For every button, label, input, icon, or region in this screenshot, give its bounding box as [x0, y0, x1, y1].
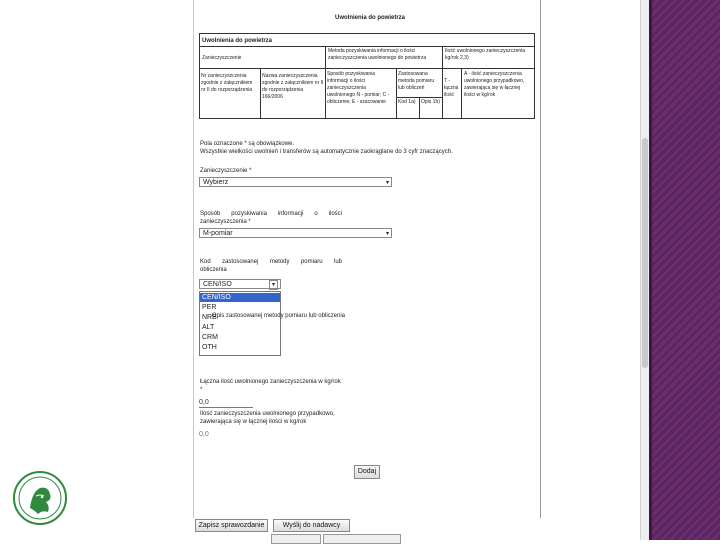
accidental-label-line-2: zawierająca się w łącznej ilości w kg/rok	[200, 419, 307, 425]
dropdown-option[interactable]: NRB	[202, 314, 217, 321]
table-line	[199, 46, 534, 47]
chevron-down-icon: ▾	[269, 280, 278, 290]
table-line	[260, 68, 261, 118]
th-method: Metoda pozyskiwania informacji o ilości zanieczyszczenia uwolnionego do powietrza	[328, 48, 427, 61]
th-accidental-a: A - ilość zanieczyszczenia uwolnionego przypadkowo, zawierająca się w łącznej ilości w kg/rok	[464, 71, 525, 98]
table-section-heading: Uwolnienia do powietrza	[202, 38, 273, 44]
total-input[interactable]	[199, 398, 253, 408]
th-acquisition-method: Sposób pozyskiwania informacji o ilości zanieczyszczenia uwolnionego N - pomiar; C - obliczenie; E - szacowanie	[327, 71, 390, 105]
pollutant-label: Zanieczyszczenie *	[200, 168, 252, 174]
method-select[interactable]	[199, 228, 392, 238]
applied-method-select[interactable]	[199, 279, 281, 289]
th-code	[398, 99, 418, 106]
table-line	[461, 68, 462, 118]
th-pollutant-name: Nazwa zanieczyszczenia zgodnie z załącznikiem nr II do rozporządzenia 166/2006	[262, 73, 324, 100]
th-pollutant-number: Nr zanieczyszczenia zgodnie z załącznikiem nr II do rozporządzenia	[201, 73, 253, 93]
page-title: Uwolnienia do powietrza	[335, 15, 406, 21]
method-select-value: M-pomiar	[203, 230, 233, 237]
method-description-text: Opis zastosowanej metody pomiaru lub obliczenia	[211, 313, 345, 319]
applied-method-label	[200, 258, 342, 274]
th-applied-method: Zastosowana metoda pomiaru lub obliczeń	[398, 71, 435, 91]
scrollbar-thumb[interactable]	[642, 138, 648, 368]
table-line	[419, 97, 420, 118]
th-total-t: T - łączna ilość	[444, 78, 459, 98]
applied-method-label-line-1: Kod zastosowanej metody pomiaru lub	[200, 259, 342, 265]
th-description-note: 1b)	[432, 99, 440, 105]
th-code-label: Kod	[398, 99, 407, 105]
pollutant-select-value: Wybierz	[203, 179, 229, 186]
required-note: Pola oznaczone * są obowiązkowe.	[200, 141, 295, 147]
th-description	[421, 99, 440, 106]
table-line	[396, 68, 397, 118]
dropdown-option[interactable]: OTH	[202, 344, 217, 351]
th-description-label: Opis	[421, 99, 432, 105]
send-to-sender-button[interactable]: Wyślij do nadawcy	[273, 519, 350, 532]
organization-logo	[12, 470, 68, 526]
th-code-note: 1a)	[408, 99, 416, 105]
accidental-input-value: 0,0	[199, 431, 209, 438]
th-total-footnote: 2,3)	[460, 55, 469, 61]
method-label-line-2: zanieczyszczenia *	[200, 219, 251, 225]
pollutant-select[interactable]	[199, 177, 392, 187]
method-label	[200, 210, 342, 226]
rounding-note: Wszystkie wielkości uwolnień i transferów są automatycznie zaokrąglane do 3 cyfr znaczących.	[200, 149, 453, 155]
decorative-purple-band	[648, 0, 720, 540]
method-description-label	[211, 312, 345, 320]
table-line	[199, 68, 534, 69]
dropdown-option[interactable]: CRM	[202, 334, 218, 341]
accidental-label-line-1: Ilość zanieczyszczenia uwolnionego przypadkowo,	[200, 411, 335, 417]
applied-method-dropdown	[199, 291, 281, 356]
hidden-tab-stub	[323, 534, 401, 544]
table-line	[325, 46, 326, 118]
total-required-mark: *	[200, 387, 203, 393]
accidental-input[interactable]	[199, 430, 253, 439]
th-total-text: Ilość uwolnionego zanieczyszczenia kg/rok	[445, 48, 526, 61]
method-label-line-1: Sposób pozyskiwania informacji o ilości	[200, 211, 342, 217]
dropdown-option[interactable]: CEN/ISO	[200, 293, 280, 302]
hidden-tab-stub	[271, 534, 321, 544]
save-report-button[interactable]: Zapisz sprawozdanie	[195, 519, 268, 532]
add-button[interactable]: Dodaj	[354, 465, 380, 479]
scrollbar[interactable]	[640, 0, 649, 540]
th-total	[445, 48, 531, 62]
total-label: Łączna ilość uwolnionego zanieczyszczenia w kg/rok	[200, 379, 341, 385]
dropdown-option[interactable]: PER	[202, 304, 217, 311]
chevron-down-icon: ▾	[385, 180, 389, 186]
applied-method-label-line-2: obliczenia	[200, 267, 227, 273]
th-pollutant: Zanieczyszczenie	[202, 55, 242, 61]
applied-method-select-value: CEN/ISO	[203, 281, 232, 288]
chevron-down-icon: ▾	[385, 231, 389, 237]
total-input-value: 0,0	[199, 399, 209, 406]
table-line	[442, 46, 443, 118]
dropdown-option[interactable]: ALT	[202, 324, 215, 331]
